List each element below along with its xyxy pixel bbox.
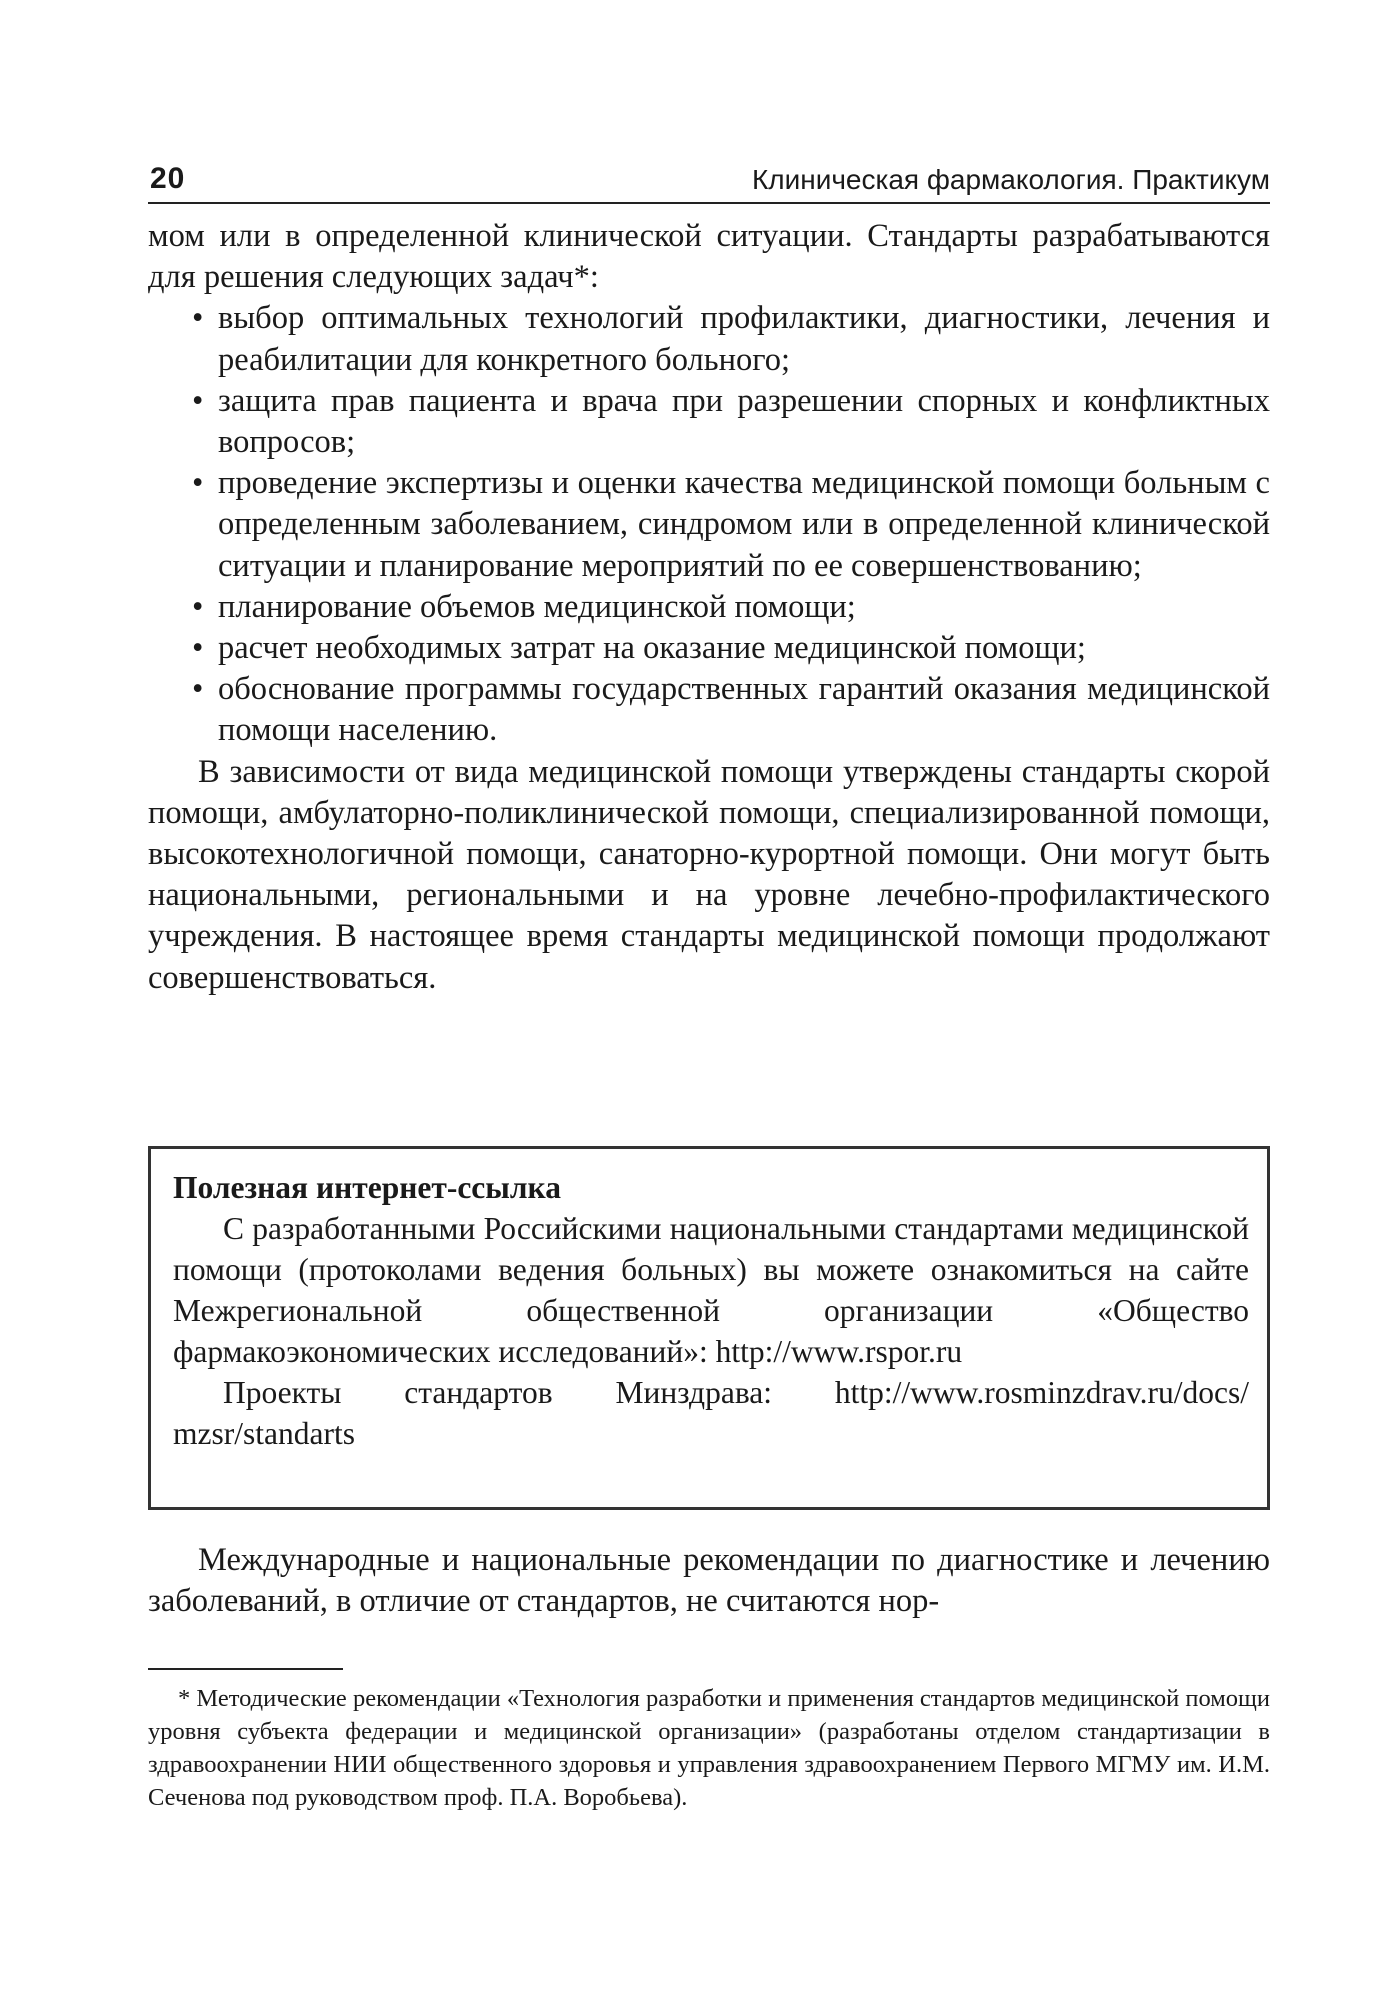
list-item: • обоснование программы государственных гарантий оказания медицинской помощи населению. xyxy=(218,669,1270,751)
tasks-list xyxy=(148,298,1270,751)
list-item: • выбор оптимальных технологий профилактики, диагностики, лечения и реабилитации для конкретного больного; xyxy=(218,298,1270,380)
running-header xyxy=(148,160,1270,204)
footnote-text: * Методические рекомендации «Технология разработки и применения стандартов медицинской помощи уровня субъекта федерации и медицинской организации» (разработаны отделом стандартизации в здравоохранении НИИ общественного здоровья и управления здравоохранением Первого МГМУ им. И.М. Сеченова под руководством проф. П.А. Воробьева). xyxy=(148,1685,1270,1811)
footnote xyxy=(148,1682,1270,1814)
footnote-divider xyxy=(148,1668,343,1670)
callout-title: Полезная интернет-ссылка xyxy=(173,1170,561,1205)
list-item: • расчет необходимых затрат на оказание медицинской помощи; xyxy=(218,628,1270,669)
callout-text xyxy=(173,1208,1249,1372)
list-item: • проведение экспертизы и оценки качества медицинской помощи больным с определенным заболеванием, синдромом или в определенной клинической ситуации и планирование мероприятий по ее совершенствованию; xyxy=(218,463,1270,587)
running-title: Клиническая фармакология. Практикум xyxy=(751,164,1270,195)
standards-paragraph: В зависимости от вида медицинской помощи утверждены стандарты скорой помощи, амбулаторно-поликлинической помощи, специализированной помощи, высокотехнологичной помощи, санаторно-курортной помощи. Они могут быть национальными, региональными и на уровне лечебно-профилактического учреждения. В настоящее время стандарты медицинской помощи продолжают совершенствоваться. xyxy=(148,753,1270,996)
callout-text-minzdrav xyxy=(173,1372,1249,1454)
minzdrav-link-part-1[interactable]: http://www.rosminzdrav.ru/docs/ xyxy=(834,1375,1249,1410)
minzdrav-link-part-2[interactable]: mzsr/standarts xyxy=(173,1416,355,1451)
list-item: • защита прав пациента и врача при разрешении спорных и конфликтных вопросов; xyxy=(218,381,1270,463)
recommendations-paragraph: Международные и национальные рекомендации по диагностике и лечению заболеваний, в отличие от стандартов, не считаются нор- xyxy=(148,1542,1270,1620)
page-number: 20 xyxy=(150,162,186,195)
useful-link-box xyxy=(148,1146,1270,1510)
continuation-text xyxy=(148,1540,1270,1622)
rspor-link[interactable]: http://www.rspor.ru xyxy=(715,1334,963,1369)
callout-text-1: С разработанными Российскими национальными стандартами медицинской помощи (протоколами ведения больных) вы можете ознакомиться на сайте Межрегиональной общественной организации «Общество фармакоэкономических исследований»: xyxy=(173,1211,1249,1369)
list-item: • планирование объемов медицинской помощи; xyxy=(218,587,1270,628)
main-text xyxy=(148,216,1270,999)
intro-paragraph: мом или в определенной клинической ситуации. Стандарты разрабатываются для решения следующих задач*: xyxy=(148,218,1270,296)
callout-text-2: Проекты стандартов Минздрава: xyxy=(223,1375,773,1410)
